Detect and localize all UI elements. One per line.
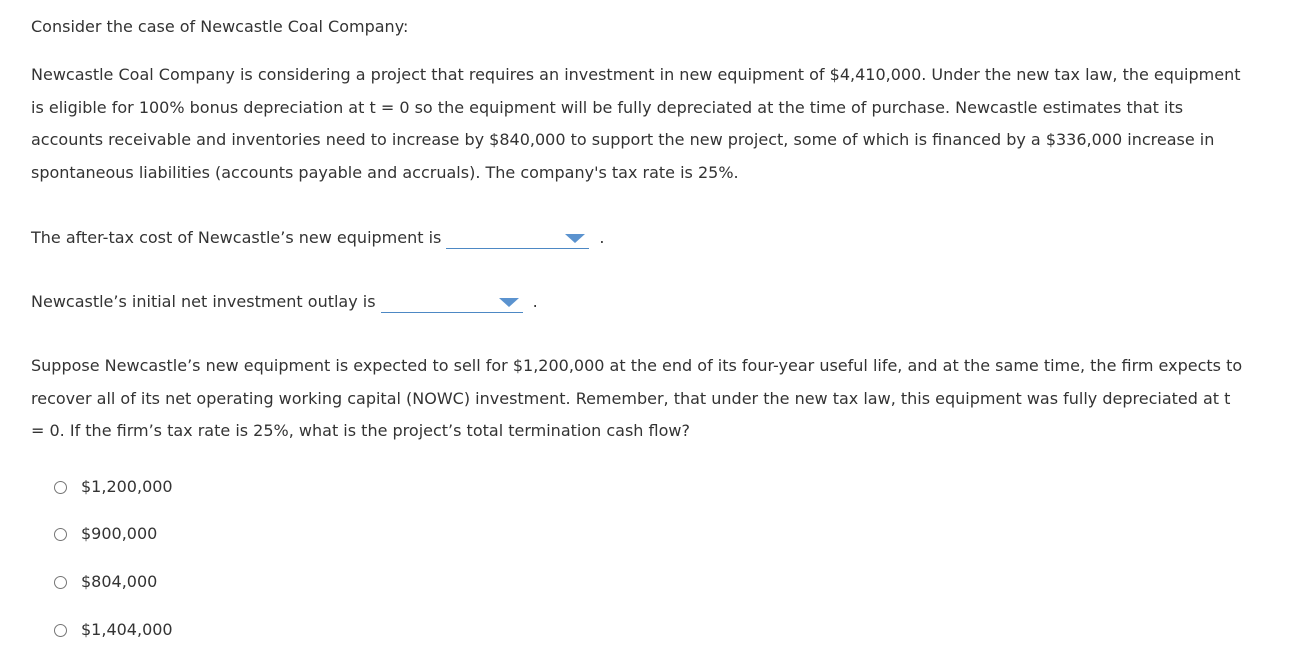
answer-option[interactable] bbox=[54, 523, 157, 545]
answer-option-label[interactable]: $900,000 bbox=[81, 524, 158, 543]
after-tax-cost-dropdown[interactable] bbox=[446, 228, 589, 249]
caret-down-icon bbox=[499, 298, 519, 307]
sentence-period: . bbox=[599, 228, 605, 247]
answer-option-label[interactable]: $804,000 bbox=[81, 572, 158, 591]
answer-option-label[interactable]: $1,200,000 bbox=[81, 477, 173, 496]
caret-down-icon bbox=[565, 234, 585, 243]
paragraph-line: is eligible for 100% bonus depreciation at t = 0 so the equipment will be fully depreciated at the time of purchase. Newcastle estimates that its bbox=[31, 97, 1184, 117]
initial-outlay-question bbox=[31, 292, 538, 318]
after-tax-cost-label: The after-tax cost of Newcastle’s new equipment is bbox=[31, 228, 442, 247]
answer-option[interactable] bbox=[54, 571, 157, 593]
intro-text: Consider the case of Newcastle Coal Company: bbox=[31, 17, 409, 36]
paragraph-line: Suppose Newcastle’s new equipment is expected to sell for $1,200,000 at the end of its four-year useful life, and at the same time, the firm expects to bbox=[31, 356, 1243, 375]
radio-button[interactable] bbox=[54, 481, 67, 494]
paragraph-line: = 0. If the firm’s tax rate is 25%, what is the project’s total termination cash flow? bbox=[31, 421, 690, 440]
radio-button[interactable] bbox=[54, 624, 67, 637]
initial-outlay-dropdown[interactable] bbox=[381, 292, 523, 313]
radio-button[interactable] bbox=[54, 528, 67, 541]
answer-option-label[interactable]: $1,404,000 bbox=[81, 620, 173, 639]
paragraph-line: accounts receivable and inventories need to increase by $840,000 to support the new project, some of which is financed by a $336,000 increase in bbox=[31, 130, 1215, 149]
after-tax-cost-question bbox=[31, 228, 604, 254]
paragraph-line: spontaneous liabilities (accounts payable and accruals). The company's tax rate is 25%. bbox=[31, 162, 739, 182]
paragraph-line: Newcastle Coal Company is considering a project that requires an investment in new equipment of $4,410,000. Under the new tax law, the equipment bbox=[31, 65, 1241, 84]
initial-outlay-label: Newcastle’s initial net investment outlay is bbox=[31, 292, 376, 311]
answer-option[interactable] bbox=[54, 476, 173, 498]
paragraph-line: recover all of its net operating working capital (NOWC) investment. Remember, that under the new tax law, this equipment was fully depreciated at t bbox=[31, 388, 1231, 408]
radio-button[interactable] bbox=[54, 576, 67, 589]
answer-option[interactable] bbox=[54, 619, 173, 641]
termination-question-paragraph bbox=[31, 350, 1276, 448]
sentence-period: . bbox=[532, 292, 538, 311]
problem-paragraph bbox=[31, 59, 1276, 189]
